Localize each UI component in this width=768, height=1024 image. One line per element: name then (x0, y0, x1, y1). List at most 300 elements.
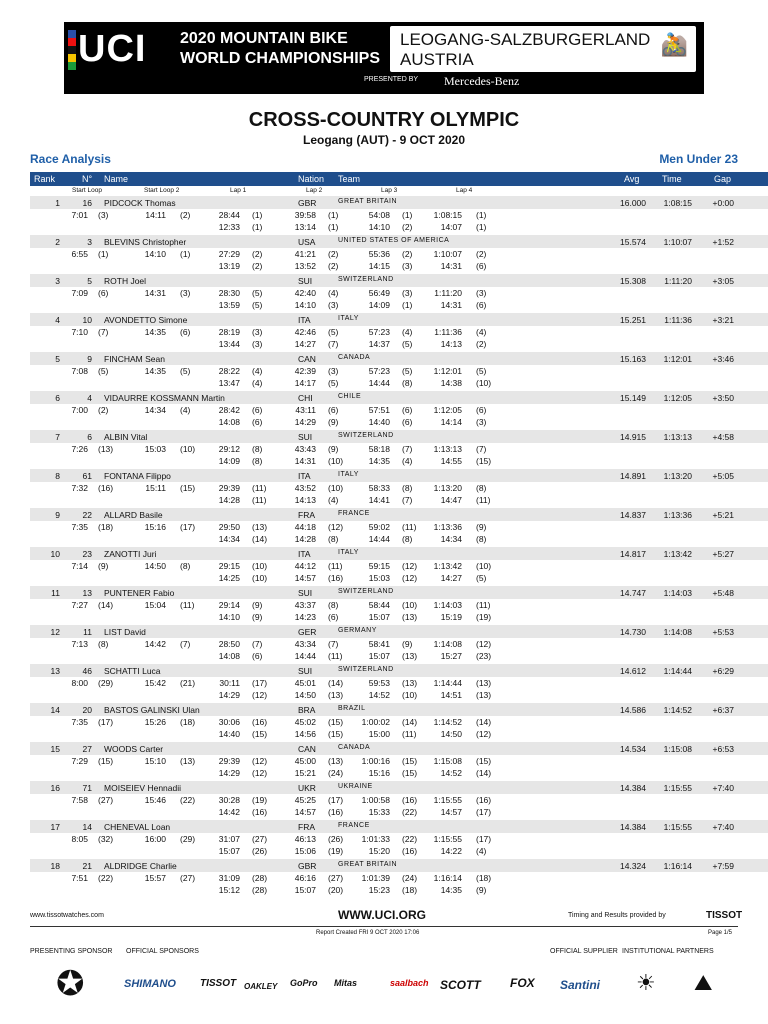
cell-sl2p: (7) (180, 639, 191, 649)
cell-c3p: (5) (402, 366, 413, 376)
cell-c1p: (16) (252, 717, 268, 727)
cell-rank: 12 (50, 627, 60, 637)
cell-sl2: 14:31 (144, 288, 166, 298)
footer-tissot-url[interactable]: www.tissotwatches.com (30, 912, 104, 919)
cell-c4: 1:15:55 (433, 834, 462, 844)
cell-team: GREAT BRITAIN (338, 198, 398, 205)
cell-t2p: (13) (328, 690, 344, 700)
cell-time: 1:14:52 (663, 705, 692, 715)
cell-t1: 14:29 (218, 690, 240, 700)
cell-c1: 27:29 (218, 249, 240, 259)
official-sponsors-label: OFFICIAL SPONSORS (126, 948, 199, 955)
section-label: Race Analysis (30, 152, 111, 166)
cell-c2p: (1) (328, 210, 339, 220)
cell-sl2: 14:11 (145, 210, 166, 220)
cell-c4: 1:12:01 (433, 366, 462, 376)
cell-team: FRANCE (338, 510, 370, 517)
cell-gap: +5:27 (712, 549, 734, 559)
cell-slp: (18) (98, 522, 114, 532)
cell-avg: 14.534 (620, 744, 646, 754)
cell-gap: +5:05 (712, 471, 734, 481)
gopro-logo: GoPro (290, 978, 318, 988)
cell-c2: 43:52 (294, 483, 316, 493)
cell-sl: 6:55 (71, 249, 88, 259)
cell-t3: 14:40 (368, 417, 390, 427)
cell-team: CHILE (338, 393, 362, 400)
cell-sl2p: (21) (180, 678, 196, 688)
cell-t3: 15:07 (368, 651, 390, 661)
cell-t4p: (2) (476, 339, 487, 349)
cell-c1: 28:19 (218, 327, 240, 337)
subcol-start-loop: Start Loop (72, 187, 102, 194)
cell-c1: 29:15 (218, 561, 240, 571)
cell-t4: 14:52 (440, 768, 462, 778)
cell-c1: 31:07 (218, 834, 240, 844)
cell-c1p: (13) (252, 522, 268, 532)
cell-nat: SUI (298, 276, 313, 286)
cell-sl2p: (2) (180, 210, 191, 220)
cell-c2p: (17) (328, 795, 344, 805)
cell-t2: 15:21 (294, 768, 316, 778)
cell-t1p: (3) (252, 339, 263, 349)
cell-t3p: (7) (402, 495, 413, 505)
cell-sl2p: (17) (180, 522, 196, 532)
cell-name: PUNTENER Fabio (104, 588, 175, 598)
cell-t1p: (11) (252, 495, 267, 505)
cell-t4p: (11) (476, 495, 491, 505)
cell-c4p: (9) (476, 522, 487, 532)
cell-c4: 1:08:15 (433, 210, 462, 220)
cell-c2: 44:18 (294, 522, 316, 532)
cell-slp: (7) (98, 327, 109, 337)
cell-t4: 14:27 (440, 573, 462, 583)
cell-t3: 15:16 (368, 768, 390, 778)
cell-t3: 14:10 (368, 222, 390, 232)
cell-t1: 13:59 (218, 300, 240, 310)
cell-t2: 14:29 (294, 417, 316, 427)
cell-sl: 8:00 (71, 678, 88, 688)
cell-nat: CHI (298, 393, 313, 403)
saalfelden-emblem-icon: ☀ (636, 970, 656, 995)
cell-t1: 14:09 (218, 456, 240, 466)
cell-gap: +5:53 (712, 627, 734, 637)
cell-time: 1:14:03 (663, 588, 692, 598)
cell-nat: FRA (298, 822, 315, 832)
cell-c4p: (17) (476, 834, 492, 844)
cell-sl: 7:01 (71, 210, 88, 220)
cell-c2: 43:34 (294, 639, 316, 649)
table-row (30, 742, 768, 781)
cell-t2p: (24) (328, 768, 344, 778)
cell-t4p: (3) (476, 417, 487, 427)
cell-name: FINCHAM Sean (104, 354, 165, 364)
cell-name: ROTH Joel (104, 276, 147, 286)
table-subheader (30, 186, 768, 196)
table-row (30, 469, 768, 508)
col-gap: Gap (714, 174, 732, 184)
cell-c1: 28:50 (218, 639, 240, 649)
cell-rank: 8 (55, 471, 60, 481)
cell-t1p: (28) (252, 885, 268, 895)
cell-c3: 59:53 (368, 678, 390, 688)
cell-t3: 14:15 (368, 261, 390, 271)
cell-t4: 14:51 (440, 690, 462, 700)
cell-c1p: (10) (252, 561, 268, 571)
cell-t4: 15:19 (440, 612, 462, 622)
cell-c2: 42:46 (294, 327, 316, 337)
cell-nat: BRA (298, 705, 316, 715)
cell-c3p: (6) (402, 405, 413, 415)
cell-c2p: (5) (328, 327, 339, 337)
cell-rank: 9 (55, 510, 60, 520)
cell-t3p: (6) (402, 417, 413, 427)
cell-team: CANADA (338, 354, 371, 361)
cell-c2p: (12) (328, 522, 344, 532)
cell-t4p: (1) (476, 222, 487, 232)
saalfelden-leogang-logo-icon: ⛰ (694, 970, 713, 995)
cell-c4p: (4) (476, 327, 487, 337)
cell-c1p: (28) (252, 873, 268, 883)
cell-c3p: (13) (402, 678, 418, 688)
cell-slp: (22) (98, 873, 114, 883)
cell-t3: 15:20 (368, 846, 390, 856)
cell-t1: 14:08 (218, 651, 240, 661)
cell-c3p: (10) (402, 600, 418, 610)
cell-avg: 14.915 (620, 432, 646, 442)
subcol-start-loop-2: Start Loop 2 (144, 187, 180, 194)
cell-t4p: (4) (476, 846, 487, 856)
cell-t2p: (4) (328, 495, 339, 505)
cell-t4: 14:57 (440, 807, 462, 817)
cell-c1: 28:42 (218, 405, 240, 415)
cell-nat: SUI (298, 666, 313, 676)
cell-t3: 15:03 (368, 573, 390, 583)
cell-rank: 6 (55, 393, 60, 403)
cell-sl2p: (29) (180, 834, 196, 844)
cell-t4p: (17) (476, 807, 492, 817)
cell-rank: 13 (50, 666, 60, 676)
cell-t3p: (15) (402, 768, 418, 778)
cell-c3p: (7) (402, 444, 413, 454)
cell-slp: (27) (98, 795, 114, 805)
table-row (30, 547, 768, 586)
cell-c4p: (16) (476, 795, 492, 805)
cell-c4p: (5) (476, 366, 487, 376)
cell-slp: (2) (98, 405, 109, 415)
cell-no: 4 (87, 393, 92, 403)
cell-c2p: (8) (328, 600, 339, 610)
cell-c1: 29:50 (218, 522, 240, 532)
cell-slp: (9) (98, 561, 109, 571)
cell-c2: 46:16 (294, 873, 316, 883)
cell-t1: 13:47 (218, 378, 240, 388)
cell-sl: 7:51 (71, 873, 88, 883)
cell-c4p: (11) (476, 600, 491, 610)
cell-c4p: (13) (476, 678, 492, 688)
cell-avg: 15.574 (620, 237, 646, 247)
cell-team: UNITED STATES OF AMERICA (338, 237, 450, 244)
cell-c3p: (4) (402, 327, 413, 337)
cell-c3p: (8) (402, 483, 413, 493)
cell-c3p: (15) (402, 756, 418, 766)
cell-c1p: (3) (252, 327, 263, 337)
cell-nat: USA (298, 237, 316, 247)
cell-t1p: (1) (252, 222, 263, 232)
cell-gap: +7:59 (712, 861, 734, 871)
cell-c2: 45:00 (294, 756, 316, 766)
cell-t4p: (9) (476, 885, 487, 895)
cell-c1p: (4) (252, 366, 263, 376)
cell-t3p: (2) (402, 222, 413, 232)
table-row (30, 235, 768, 274)
cell-no: 9 (87, 354, 92, 364)
cell-t2p: (16) (328, 807, 344, 817)
cell-t4p: (14) (476, 768, 492, 778)
cell-c3: 1:01:39 (361, 873, 390, 883)
cell-c3: 59:02 (368, 522, 390, 532)
cell-t1: 14:42 (218, 807, 240, 817)
cell-c4: 1:13:36 (433, 522, 462, 532)
cell-name: WOODS Carter (104, 744, 164, 754)
location-panel (390, 26, 696, 72)
cell-c4: 1:14:03 (433, 600, 462, 610)
cell-c2p: (15) (328, 717, 344, 727)
cell-t3p: (13) (402, 612, 418, 622)
cell-t2p: (2) (328, 261, 339, 271)
cell-c3: 57:23 (368, 366, 390, 376)
cell-sl: 7:58 (71, 795, 88, 805)
cell-t3p: (8) (402, 378, 413, 388)
cell-t2p: (19) (328, 846, 344, 856)
cell-c4: 1:13:20 (433, 483, 462, 493)
cell-sl2: 15:26 (144, 717, 166, 727)
cell-c3: 56:49 (368, 288, 390, 298)
cell-t3p: (4) (402, 456, 413, 466)
cell-c3p: (14) (402, 717, 418, 727)
cell-t1p: (5) (252, 300, 263, 310)
event-title-line1: 2020 MOUNTAIN BIKE (180, 30, 348, 47)
official-supplier-label: OFFICIAL SUPPLIER (550, 948, 618, 955)
cell-name: SCHATTI Luca (104, 666, 161, 676)
cell-nat: FRA (298, 510, 315, 520)
cell-slp: (3) (98, 210, 109, 220)
cell-rank: 17 (50, 822, 60, 832)
cell-avg: 14.747 (620, 588, 646, 598)
page-title: CROSS-COUNTRY OLYMPIC (248, 109, 520, 131)
table-row (30, 859, 768, 898)
mercedes-logo: Mercedes-Benz (444, 74, 520, 88)
cell-t3p: (22) (402, 807, 418, 817)
cell-gap: +3:46 (712, 354, 734, 364)
cell-gap: +6:29 (712, 666, 734, 676)
cell-c4p: (8) (476, 483, 487, 493)
cell-c3: 1:00:16 (361, 756, 390, 766)
cell-t3: 15:00 (368, 729, 390, 739)
cell-t3: 14:44 (368, 534, 390, 544)
cell-c2: 41:21 (294, 249, 316, 259)
cell-t3: 14:09 (368, 300, 390, 310)
cell-c1p: (6) (252, 405, 263, 415)
cell-sl: 7:29 (71, 756, 88, 766)
cell-t1p: (8) (252, 456, 263, 466)
cell-gap: +6:53 (712, 744, 734, 754)
sponsor-strip (0, 940, 768, 1024)
cell-sl: 7:00 (71, 405, 88, 415)
cell-sl2: 14:35 (144, 366, 166, 376)
cell-c2p: (26) (328, 834, 344, 844)
cell-avg: 14.817 (620, 549, 646, 559)
cell-nat: CAN (298, 744, 316, 754)
cell-time: 1:15:55 (663, 822, 692, 832)
cell-sl2: 15:57 (144, 873, 166, 883)
cell-t2p: (11) (328, 651, 343, 661)
location-line1: LEOGANG-SALZBURGERLAND (400, 30, 651, 49)
cell-t4p: (23) (476, 651, 492, 661)
cell-nat: SUI (298, 588, 313, 598)
cell-c3: 59:15 (368, 561, 390, 571)
cell-c2p: (7) (328, 639, 339, 649)
cell-c1: 30:06 (218, 717, 240, 727)
footer-tissot-logo: TISSOT (706, 910, 743, 921)
shimano-logo: SHIMANO (124, 978, 176, 990)
cell-c4: 1:11:36 (434, 327, 462, 337)
cell-sl2: 14:50 (144, 561, 166, 571)
cell-c2: 43:37 (294, 600, 316, 610)
cell-c1: 28:44 (218, 210, 240, 220)
cell-t3p: (3) (402, 261, 413, 271)
footer-uci-url[interactable]: WWW.UCI.ORG (338, 908, 426, 922)
cell-c1: 29:12 (218, 444, 240, 454)
cell-no: 5 (87, 276, 92, 286)
cell-sl2: 14:10 (144, 249, 166, 259)
cell-c1p: (27) (252, 834, 268, 844)
cell-avg: 14.384 (620, 822, 646, 832)
cell-avg: 14.730 (620, 627, 646, 637)
cell-t1p: (15) (252, 729, 268, 739)
cell-t1: 12:33 (218, 222, 240, 232)
cell-t3: 14:35 (368, 456, 390, 466)
cell-time: 1:08:15 (663, 198, 692, 208)
cell-no: 71 (82, 783, 92, 793)
cell-sl: 7:14 (71, 561, 88, 571)
cell-nat: GBR (298, 861, 317, 871)
cell-c1: 28:22 (218, 366, 240, 376)
location-line2: AUSTRIA (400, 50, 474, 69)
cell-gap: +3:05 (712, 276, 734, 286)
cell-name: BLEVINS Christopher (104, 237, 187, 247)
cell-no: 61 (82, 471, 92, 481)
cell-time: 1:13:42 (663, 549, 692, 559)
cell-c4: 1:14:52 (433, 717, 462, 727)
cell-c2: 39:58 (294, 210, 316, 220)
cell-sl2p: (27) (180, 873, 196, 883)
cell-t4p: (8) (476, 534, 487, 544)
cell-slp: (1) (98, 249, 109, 259)
cell-rank: 3 (55, 276, 60, 286)
cell-sl2p: (10) (180, 444, 196, 454)
cell-time: 1:14:08 (663, 627, 692, 637)
col-time: Time (662, 174, 682, 184)
cell-c1p: (7) (252, 639, 263, 649)
table-row (30, 781, 768, 820)
cell-team: SWITZERLAND (338, 432, 394, 439)
cell-t2: 14:50 (294, 690, 316, 700)
col-team: Team (338, 174, 361, 184)
cell-name: LIST David (104, 627, 146, 637)
cell-team: SWITZERLAND (338, 588, 394, 595)
cell-c2: 42:40 (294, 288, 316, 298)
cell-c4p: (18) (476, 873, 492, 883)
cell-c4p: (14) (476, 717, 492, 727)
cell-c3p: (3) (402, 288, 413, 298)
cell-slp: (6) (98, 288, 109, 298)
cell-sl2p: (18) (180, 717, 196, 727)
cell-t4p: (19) (476, 612, 492, 622)
cell-no: 20 (82, 705, 92, 715)
cell-t1: 13:44 (218, 339, 240, 349)
cell-avg: 14.324 (620, 861, 646, 871)
cell-c4p: (1) (476, 210, 487, 220)
footer-report-created: Report Created FRI 9 OCT 2020 17:06 (316, 930, 420, 936)
cell-sl2: 14:34 (144, 405, 166, 415)
subcol-lap-1: Lap 1 (230, 187, 247, 194)
cell-c4: 1:12:05 (433, 405, 462, 415)
cell-avg: 14.586 (620, 705, 646, 715)
cell-slp: (5) (98, 366, 109, 376)
cell-t1p: (4) (252, 378, 263, 388)
cell-c4: 1:11:20 (434, 288, 462, 298)
cell-t2: 13:52 (294, 261, 316, 271)
cell-team: FRANCE (338, 822, 370, 829)
cell-t2: 14:23 (294, 612, 316, 622)
cell-rank: 7 (55, 432, 60, 442)
fox-logo: FOX (510, 976, 535, 990)
cell-sl2p: (11) (180, 600, 195, 610)
cell-c1: 30:28 (218, 795, 240, 805)
cell-c3p: (16) (402, 795, 418, 805)
cell-sl2p: (15) (180, 483, 196, 493)
cell-t2: 14:17 (294, 378, 316, 388)
cell-gap: +6:37 (712, 705, 734, 715)
cell-c1: 29:39 (218, 756, 240, 766)
event-title-line2: WORLD CHAMPIONSHIPS (180, 50, 380, 67)
cell-t2: 14:57 (294, 573, 316, 583)
cell-c3p: (24) (402, 873, 418, 883)
cell-t2: 13:14 (294, 222, 316, 232)
mountain-bike-icon: 🚵 (660, 32, 688, 57)
cell-t3: 15:23 (368, 885, 390, 895)
subcol-lap-2: Lap 2 (306, 187, 323, 194)
cell-sl2: 16:00 (144, 834, 166, 844)
cell-name: CHENEVAL Loan (104, 822, 171, 832)
cell-c2p: (2) (328, 249, 339, 259)
table-row (30, 196, 768, 235)
cell-t3p: (16) (402, 846, 418, 856)
table-row (30, 274, 768, 313)
cell-c1: 29:14 (218, 600, 240, 610)
cell-t2p: (9) (328, 417, 339, 427)
col-rank: Rank (34, 174, 56, 184)
cell-c2p: (13) (328, 756, 344, 766)
cell-t2p: (7) (328, 339, 339, 349)
cell-avg: 15.308 (620, 276, 646, 286)
cell-t1p: (16) (252, 807, 268, 817)
cell-c4: 1:14:08 (433, 639, 462, 649)
cell-sl2p: (22) (180, 795, 196, 805)
cell-no: 27 (82, 744, 92, 754)
cell-c2: 45:25 (294, 795, 316, 805)
cell-t1: 14:40 (218, 729, 240, 739)
